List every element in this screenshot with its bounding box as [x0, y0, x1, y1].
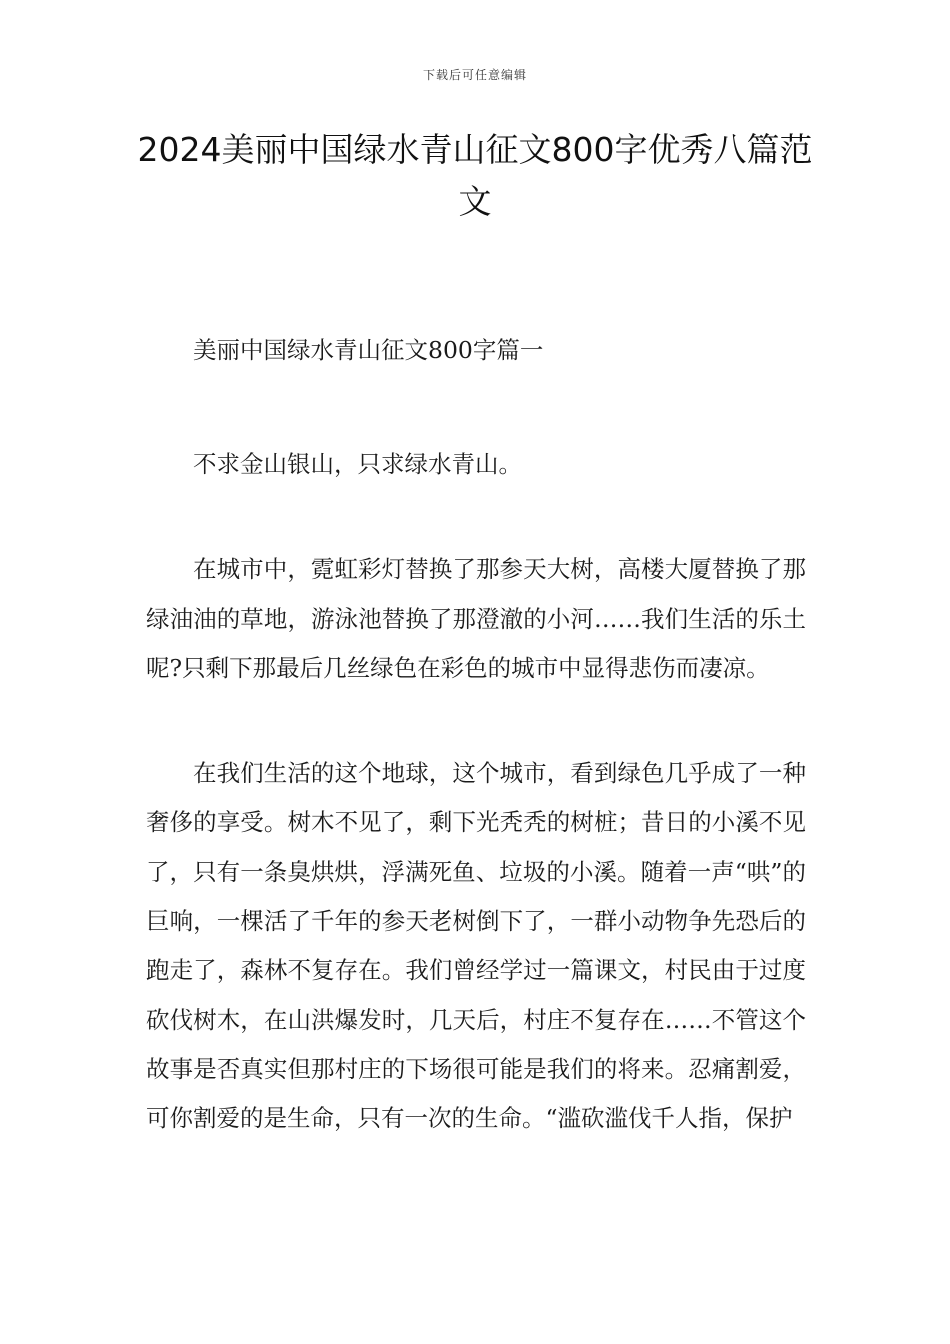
paragraph-2: 在城市中，霓虹彩灯替换了那参天大树，高楼大厦替换了那绿油油的草地，游泳池替换了那澄澈的小河……我们生活的乐土呢?只剩下那最后几丝绿色在彩色的城市中显得悲伤而凄凉。 [146, 555, 806, 682]
paragraph-1: 不求金山银山，只求绿水青山。 [193, 450, 522, 478]
document-title: 2024美丽中国绿水青山征文800字优秀八篇范文 [137, 130, 813, 221]
page-header-note: 下载后可任意编辑 [422, 68, 527, 82]
document-body [146, 330, 806, 1200]
paragraph-3: 在我们生活的这个地球，这个城市，看到绿色几乎成了一种奢侈的享受。树木不见了，剩下光秃秃的树桩；昔日的小溪不见了，只有一条臭烘烘，浮满死鱼、垃圾的小溪。随着一声“哄”的巨响，一棵活了千年的参天老树倒下了，一群小动物争先恐后的跑走了，森林不复存在。我们曾经学过一篇课文，村民由于过度砍伐树木，在山洪爆发时，几天后，村庄不复存在……不管这个故事是否真实但那村庄的下场很可能是我们的将来。忍痛割爱，可你割爱的是生命，只有一次的生命。“滥砍滥伐千人指，保护 [146, 759, 806, 1133]
section-heading: 美丽中国绿水青山征文800字篇一 [193, 336, 544, 364]
